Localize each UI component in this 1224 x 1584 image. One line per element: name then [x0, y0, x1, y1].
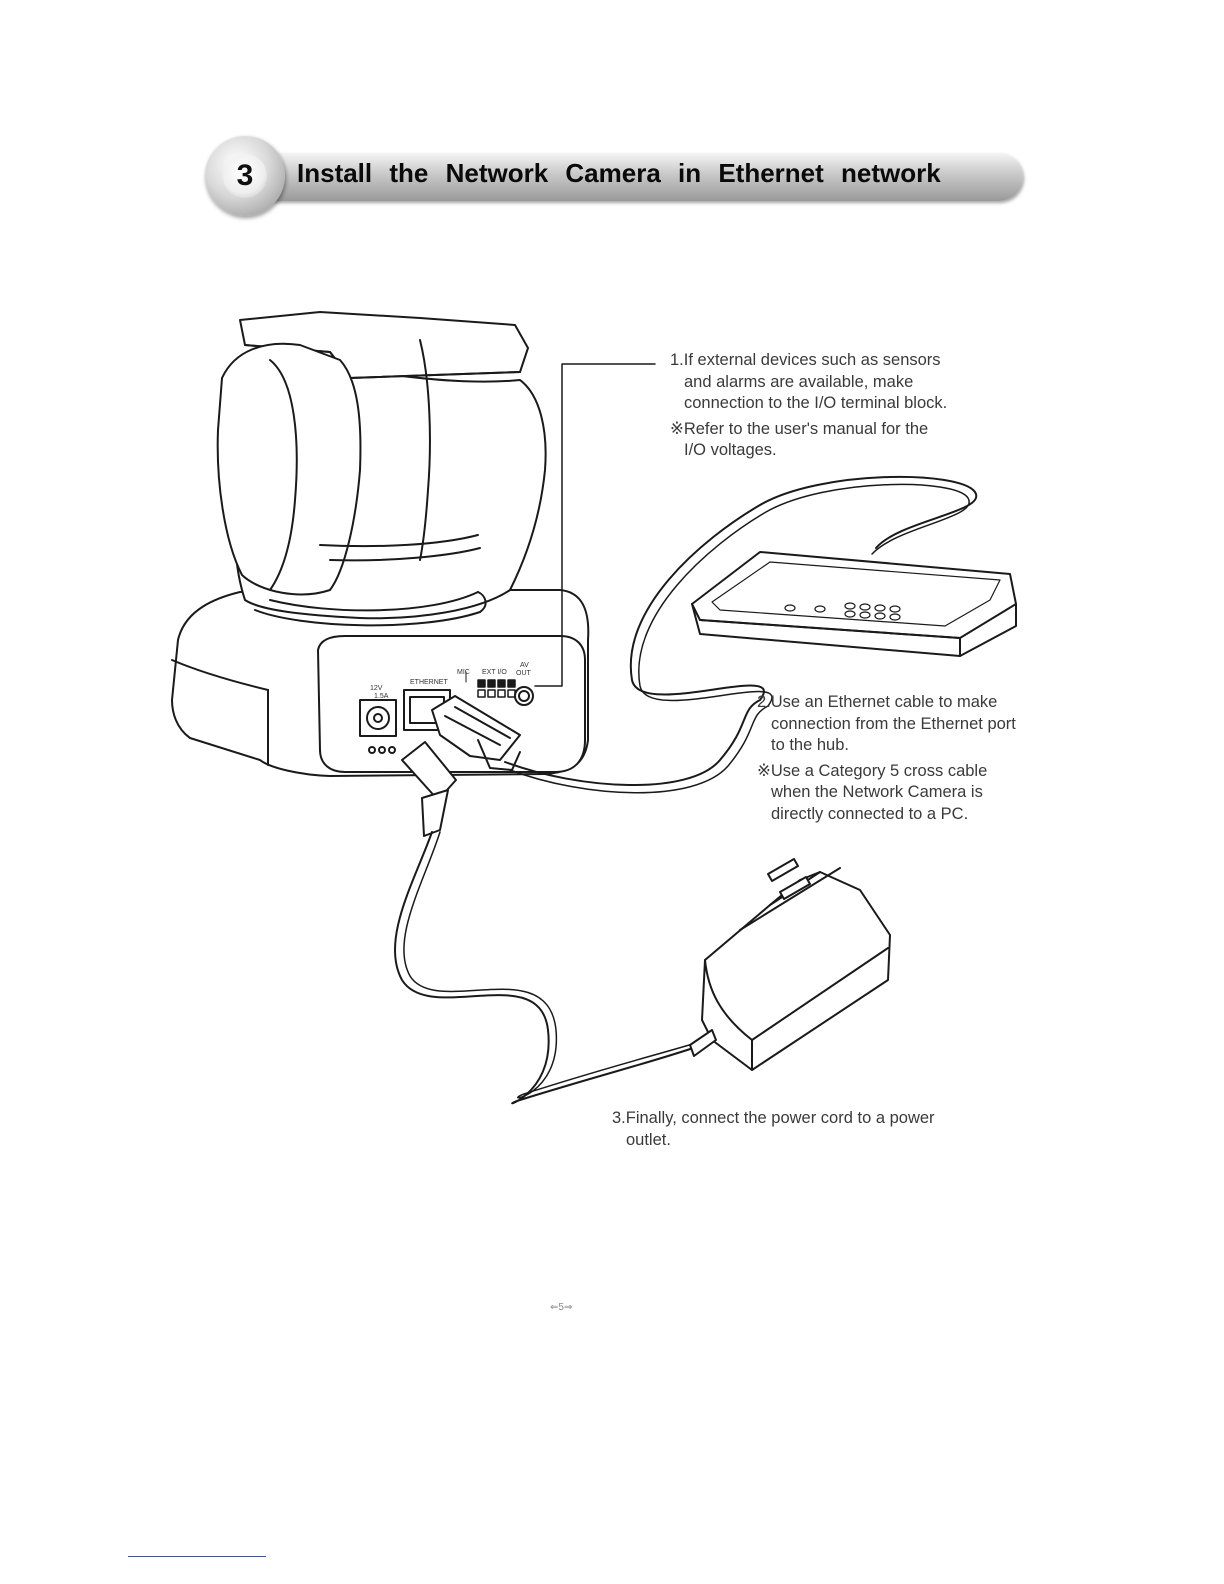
bottom-rule — [128, 1556, 266, 1557]
step2-line4: ※Use a Category 5 cross cable — [757, 761, 988, 780]
step3-line2: outlet. — [626, 1130, 671, 1149]
label-power-rating: 1.5A — [374, 693, 389, 700]
label-ext-io: EXT I/O — [482, 669, 507, 676]
power-adapter — [690, 859, 890, 1070]
step3-line1: 3.Finally, connect the power cord to a power — [612, 1109, 935, 1127]
label-out: OUT — [516, 670, 531, 677]
step1-line5: I/O voltages. — [684, 441, 777, 459]
step3-note — [612, 1108, 935, 1151]
label-ethernet: ETHERNET — [410, 679, 448, 686]
step1-line1: 1.If external devices such as sensors — [670, 351, 941, 369]
step2-line2: connection from the Ethernet port — [771, 714, 1016, 733]
camera-head — [218, 312, 546, 625]
page-number: ⇐5⇒ — [550, 1302, 573, 1313]
step1-line4: ※Refer to the user's manual for the — [670, 419, 929, 438]
step2-line5: when the Network Camera is — [771, 783, 983, 801]
step1-note — [670, 350, 947, 462]
step1-line3: connection to the I/O terminal block. — [684, 394, 948, 412]
step2-note — [757, 692, 1016, 825]
section-title: Install the Network Camera in Ethernet network — [297, 158, 941, 188]
step1-line2: and alarms are available, make — [684, 372, 914, 391]
step2-line3: to the hub. — [771, 736, 849, 754]
label-av: AV — [520, 662, 529, 669]
step2-line1: 2.Use an Ethernet cable to make — [757, 693, 998, 711]
power-cord — [395, 832, 702, 1103]
label-mic: MIC — [457, 669, 470, 676]
step2-line6: directly connected to a PC. — [771, 804, 969, 823]
step-number: 3 — [223, 154, 267, 198]
label-power: 12V — [370, 685, 383, 692]
network-hub — [692, 552, 1016, 656]
